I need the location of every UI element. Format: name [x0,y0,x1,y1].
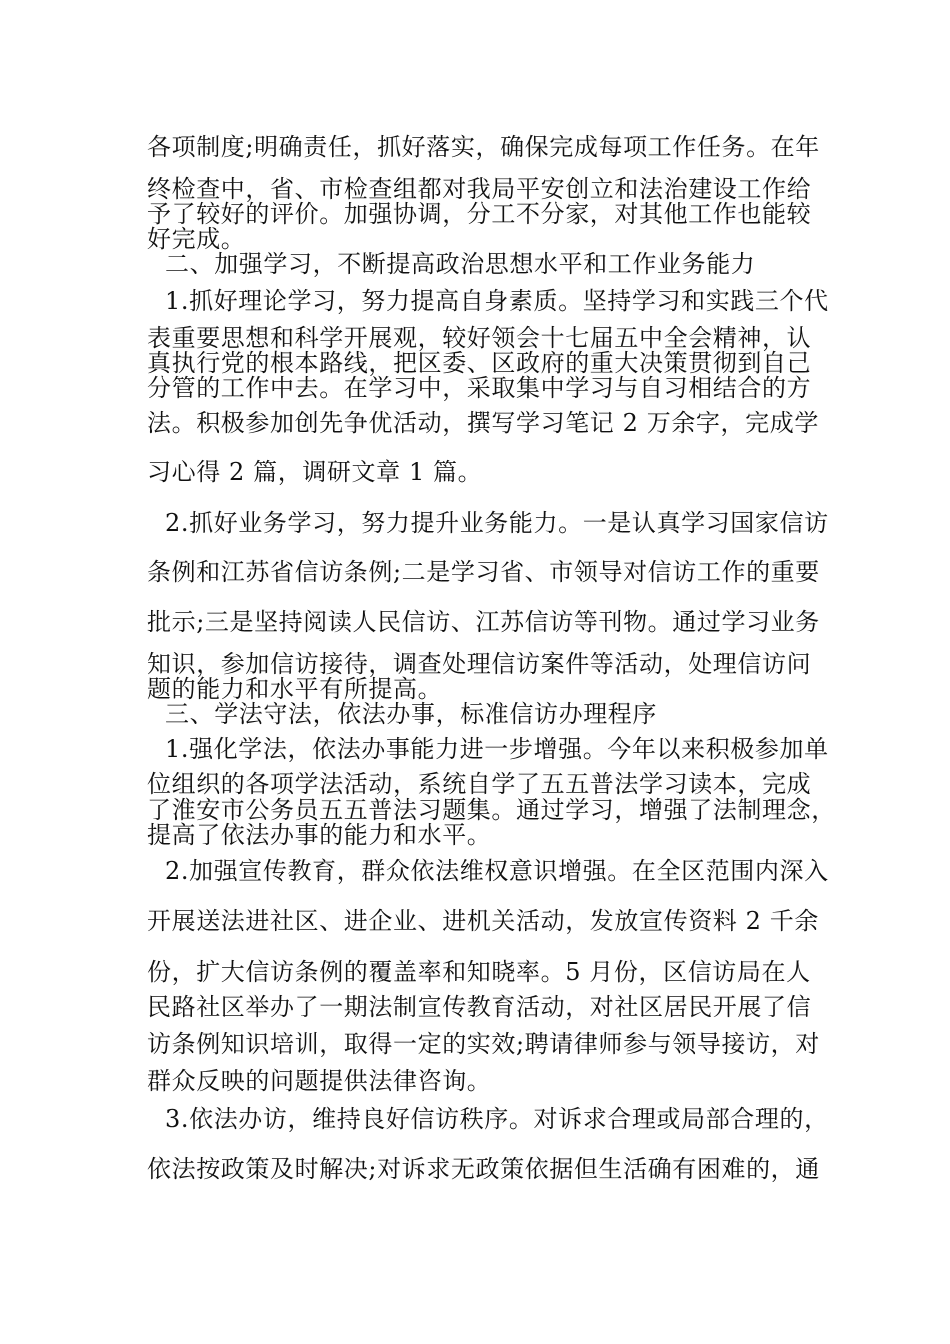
text-line: 终检查中，省、市检查组都对我局平安创立和法治建设工作给 [147,175,812,203]
text-line: 民路社区举办了一期法制宣传教育活动，对社区居民开展了信 [147,993,812,1021]
text-line: 真执行党的根本路线，把区委、区政府的重大决策贯彻到自己 [147,349,812,377]
text-line: 题的能力和水平有所提高。 [147,675,443,703]
text-line: 了淮安市公务员五五普法习题集。通过学习，增强了法制理念， [147,796,836,824]
text-line: 份，扩大信访条例的覆盖率和知晓率。5 月份，区信访局在人 [147,958,811,986]
text-line: 各项制度;明确责任，抓好落实，确保完成每项工作任务。在年 [147,133,820,161]
text-line: 位组织的各项学法活动，系统自学了五五普法学习读本，完成 [147,770,812,798]
text-line: 好完成。 [147,225,246,253]
text-line: 批示;三是坚持阅读人民信访、江苏信访等刊物。通过学习业务 [147,608,820,636]
section-heading: 二、加强学习，不断提高政治思想水平和工作业务能力 [165,250,756,278]
text-line: 条例和江苏省信访条例;二是学习省、市领导对信访工作的重要 [147,558,820,586]
text-line: 2.加强宣传教育，群众依法维权意识增强。在全区范围内深入 [165,857,829,885]
text-line: 1.抓好理论学习，努力提高自身素质。坚持学习和实践三个代 [165,287,829,315]
text-line: 3.依法办访，维持良好信访秩序。对诉求合理或局部合理的， [165,1105,829,1133]
text-line: 1.强化学法，依法办事能力进一步增强。今年以来积极参加单 [165,735,829,763]
text-line: 表重要思想和科学开展观，较好领会十七届五中全会精神，认 [147,324,812,352]
text-line: 开展送法进社区、进企业、进机关活动，发放宣传资料 2 千余 [147,907,819,935]
text-line: 分管的工作中去。在学习中，采取集中学习与自习相结合的方 [147,374,812,402]
text-line: 访条例知识培训，取得一定的实效;聘请律师参与领导接访，对 [147,1030,820,1058]
text-line: 予了较好的评价。加强协调，分工不分家，对其他工作也能较 [147,200,812,228]
text-line: 2.抓好业务学习，努力提升业务能力。一是认真学习国家信访 [165,509,829,537]
text-line: 提高了依法办事的能力和水平。 [147,821,492,849]
text-line: 知识，参加信访接待，调查处理信访案件等活动，处理信访问 [147,650,812,678]
text-line: 法。积极参加创先争优活动，撰写学习笔记 2 万余字，完成学 [147,409,819,437]
text-line: 习心得 2 篇，调研文章 1 篇。 [147,458,483,486]
text-line: 群众反映的问题提供法律咨询。 [147,1067,492,1095]
section-heading: 三、学法守法，依法办事，标准信访办理程序 [165,700,657,728]
text-line: 依法按政策及时解决;对诉求无政策依据但生活确有困难的，通 [147,1155,820,1183]
